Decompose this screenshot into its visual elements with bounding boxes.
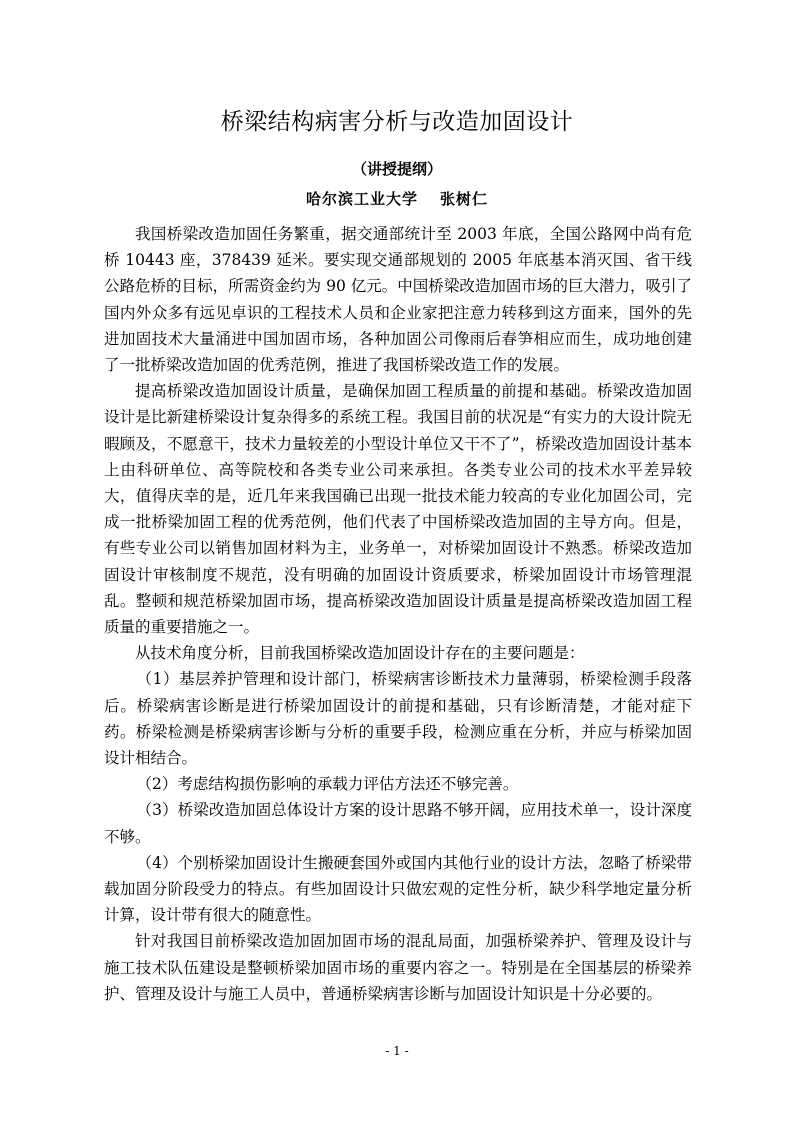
- document-subtitle: （讲授提纲）: [351, 160, 442, 178]
- document-title: 桥梁结构病害分析与改造加固设计: [220, 109, 574, 135]
- author-line: [0, 188, 794, 210]
- document-body: [104, 221, 692, 1007]
- problem-item-3: （3）桥梁改造加固总体设计方案的设计思路不够开阔，应用技术单一，设计深度不够。: [104, 801, 692, 846]
- page-number: - 1 -: [385, 1044, 409, 1058]
- body-paragraph: 提高桥梁改造加固设计质量，是确保加固工程质量的前提和基础。桥梁改造加固设计是比新建桥梁设计复杂得多的系统工程。我国目前的状况是“有实力的大设计院无暇顾及，不愿意干，技术力量较差的小型设计单位又干不了”，桥梁改造加固设计基本上由科研单位、高等院校和各类专业公司来承担。各类专业公司的技术水平差异较大，值得庆幸的是，近几年来我国确已出现一批技术能力较高的专业化加固公司，完成一批桥梁加固工程的优秀范例，他们代表了中国桥梁改造加固的主导方向。但是，有些专业公司以销售加固材料为主，业务单一，对桥梁加固设计不熟悉。桥梁改造加固设计审核制度不规范，没有明确的加固设计资质要求，桥梁加固设计市场管理混乱。整顿和规范桥梁加固市场，提高桥梁改造加固设计质量是提高桥梁改造加固工程质量的重要措施之一。: [104, 382, 692, 637]
- problem-item-4: （4）个别桥梁加固设计生搬硬套国外或国内其他行业的设计方法，忽略了桥梁带载加固分阶段受力的特点。有些加固设计只做宏观的定性分析，缺少科学地定量分析计算，设计带有很大的随意性。: [104, 853, 692, 925]
- body-paragraph: 针对我国目前桥梁改造加固加固市场的混乱局面，加强桥梁养护、管理及设计与施工技术队伍建设是整顿桥梁加固市场的重要内容之一。特别是在全国基层的桥梁养护、管理及设计与施工人员中，普通桥梁病害诊断与加固设计知识是十分必要的。: [104, 932, 692, 1003]
- body-paragraph: 从技术角度分析，目前我国桥梁改造加固设计存在的主要问题是：: [135, 644, 585, 663]
- problem-item-2: （2）考虑结构损伤影响的承载力评估方法还不够完善。: [136, 775, 519, 794]
- author-name: 张树仁: [440, 190, 489, 208]
- body-paragraph: 我国桥梁改造加固任务繁重，据交通部统计至 2003 年底，全国公路网中尚有危桥 10443 座，378439 延米。要实现交通部规划的 2005 年底基本消灭国、省干线公路危桥的目标，所需资金约为 90 亿元。中国桥梁改造加固市场的巨大潜力，吸引了国内外众多有远见卓识的工程技术人员和企业家把注意力转移到这方面来，国外的先进加固技术大量涌进中国加固市场，各种加固公司像雨后春笋相应而生，成功地创建了一批桥梁改造加固的优秀范例，推进了我国桥梁改造工作的发展。: [104, 225, 692, 375]
- author-organization: 哈尔滨工业大学: [305, 190, 418, 208]
- problem-item-1: （1）基层养护管理和设计部门，桥梁病害诊断技术力量薄弱，桥梁检测手段落后。桥梁病害诊断是进行桥梁加固设计的前提和基础，只有诊断清楚，才能对症下药。桥梁检测是桥梁病害诊断与分析的重要手段，检测应重在分析，并应与桥梁加固设计相结合。: [104, 670, 692, 768]
